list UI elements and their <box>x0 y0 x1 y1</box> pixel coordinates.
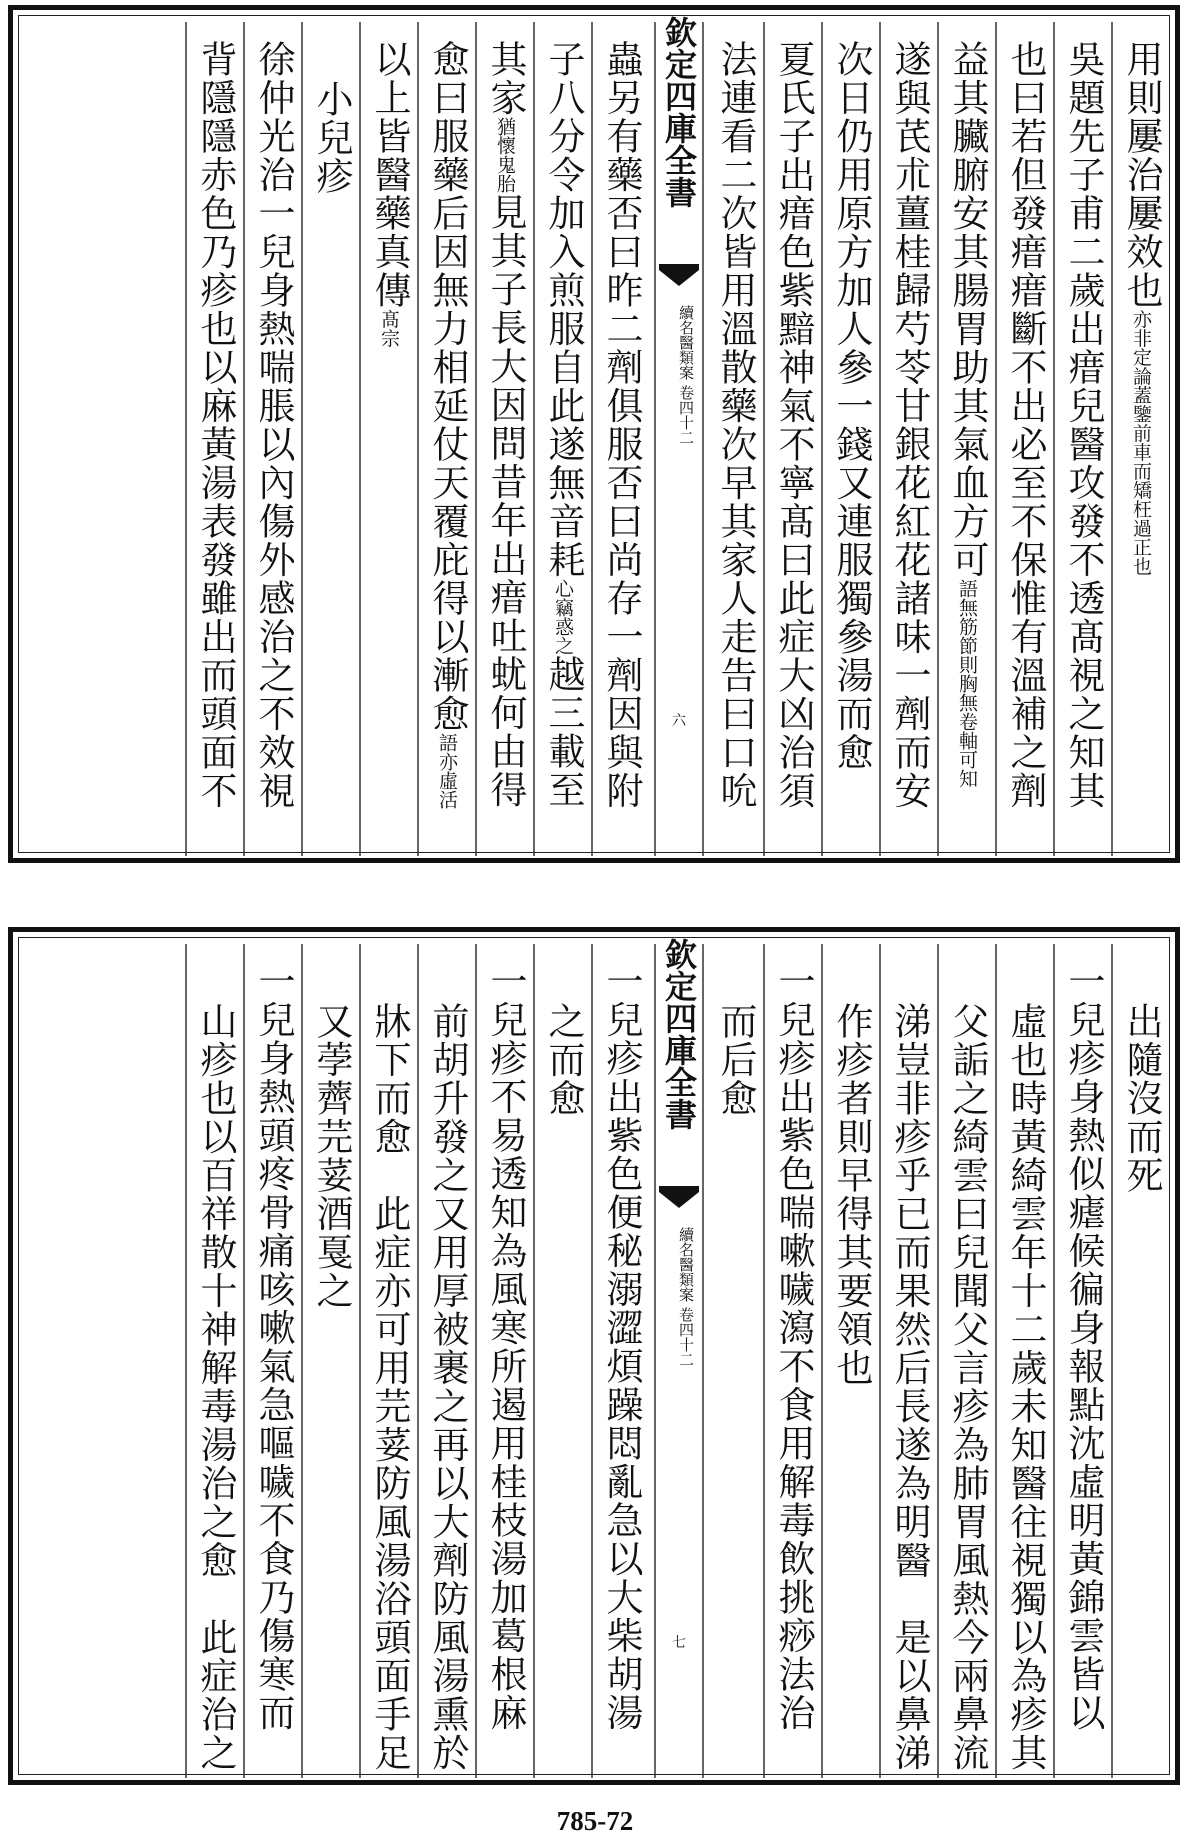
text-column <box>477 962 533 1762</box>
spine-volume: 續名醫類案 卷四十二 <box>677 1227 695 1367</box>
column-main-text: 一兒疹出紫色喘嗽噦瀉不食用解毒飲挑痧法治 <box>772 962 815 1732</box>
interlinear-note: 語亦虛活 <box>436 733 458 809</box>
text-column <box>707 962 763 1802</box>
column-main-text: 一兒疹身熱似瘧候徧身報點沈虛明黃錦雲皆以 <box>1062 962 1105 1732</box>
column-main-text: 之而愈 <box>542 1002 585 1118</box>
column-main-text: 一兒身熱頭疼骨痛咳嗽氣急嘔噦不食乃傷寒而 <box>252 962 295 1732</box>
spine-label <box>657 10 701 858</box>
text-column <box>881 962 937 1802</box>
column-main-text: 子八分令加入煎服自此遂無音耗 <box>542 40 585 579</box>
column-main-text: 法連看二次皆用溫散藥次早其家人走告曰口吮 <box>714 40 757 810</box>
interlinear-note: 髙宗 <box>378 309 400 348</box>
column-main-text: 益其臟腑安其腸胃助其氣血方可 <box>946 40 989 579</box>
text-column <box>593 962 649 1762</box>
text-column <box>361 962 417 1802</box>
interlinear-note: 猶懷鬼胎 <box>494 117 516 193</box>
column-main-text: 涕豈非疹乎已而果然后長遂為明醫 是以鼻涕 <box>888 1002 931 1772</box>
text-column <box>303 40 359 880</box>
column-main-text: 用則屢治屢效也 <box>1120 40 1163 310</box>
column-main-text: 出隨沒而死 <box>1120 1002 1163 1195</box>
text-column <box>765 962 821 1762</box>
column-main-text: 一兒疹不易透知為風寒所遏用桂枝湯加葛根麻 <box>484 962 527 1732</box>
column-main-text: 小兒疹 <box>310 80 353 196</box>
column-main-text: 其家 <box>484 40 527 117</box>
spine-label <box>657 932 701 1780</box>
spine-title: 欽定四庫全書 <box>660 16 698 208</box>
column-main-text: 又荸薺芫荽酒戛之 <box>310 1002 353 1310</box>
text-column <box>535 962 591 1802</box>
column-continuation-text: 越三載至 <box>542 655 585 809</box>
fish-tail-ornament-icon <box>659 260 699 288</box>
text-column <box>419 40 475 840</box>
spine-leaf-number: 七 <box>672 1635 686 1651</box>
spine-volume: 續名醫類案 卷四十二 <box>677 305 695 445</box>
text-column <box>419 962 475 1802</box>
text-column <box>1055 40 1111 840</box>
column-main-text: 徐仲光治一兒身熱喘脹以內傷外感治之不效視 <box>252 40 295 810</box>
column-main-text: 愈曰服藥后因無力相延仗天覆庇得以漸愈 <box>426 40 469 733</box>
column-main-text: 次日仍用原方加人參一錢又連服獨參湯而愈 <box>830 40 873 772</box>
column-main-text: 以上皆醫藥真傳 <box>368 40 411 310</box>
text-column <box>187 962 243 1802</box>
column-main-text: 虛也時黃綺雲年十二歲未知醫往視獨以為疹其 <box>1004 1002 1047 1772</box>
text-column <box>361 40 417 840</box>
spine-leaf-number: 六 <box>672 713 686 729</box>
page-bottom <box>8 927 1180 1785</box>
text-column <box>1113 962 1169 1802</box>
text-column <box>303 962 359 1802</box>
fish-tail-ornament-icon <box>659 1182 699 1210</box>
interlinear-note: 心竊惑之 <box>552 579 574 655</box>
column-main-text: 背隱隱赤色乃疹也以麻黃湯表發雖出而頭面不 <box>194 40 237 810</box>
interlinear-note: 語無筋節則胸無卷軸可知 <box>956 579 978 788</box>
column-main-text: 遂與芪朮薑桂歸芍苓甘銀花紅花諸味一劑而安 <box>888 40 931 810</box>
text-column <box>535 40 591 840</box>
text-column <box>939 40 995 840</box>
spine-title: 欽定四庫全書 <box>660 938 698 1130</box>
column-main-text: 而后愈 <box>714 1002 757 1118</box>
page-number: 785-72 <box>556 1806 634 1836</box>
column-main-text: 前胡升發之又用厚被裹之再以大劑防風湯熏於 <box>426 1002 469 1772</box>
text-column <box>997 962 1053 1802</box>
page-top <box>8 5 1180 863</box>
column-main-text: 蟲另有藥否曰昨二劑俱服否曰尚存一劑因與附 <box>600 40 643 810</box>
column-main-text: 吳題先子甫二歲出瘄兒醫攻發不透髙視之知其 <box>1062 40 1105 810</box>
text-column <box>881 40 937 840</box>
text-column <box>997 40 1053 840</box>
text-column <box>187 40 243 840</box>
column-main-text: 作疹者則早得其要領也 <box>830 1002 873 1387</box>
column-main-text: 山疹也以百祥散十神解毒湯治之愈 此症治之 <box>194 1002 237 1772</box>
text-column <box>477 40 533 840</box>
text-column <box>939 962 995 1802</box>
text-column <box>823 40 879 840</box>
column-main-text: 牀下而愈 此症亦可用芫荽防風湯浴頭面手足 <box>368 1002 411 1772</box>
text-column <box>1113 40 1169 840</box>
text-column <box>245 962 301 1762</box>
text-column <box>707 40 763 840</box>
text-column <box>593 40 649 840</box>
text-column <box>1055 962 1111 1762</box>
column-continuation-text: 見其子長大因問昔年出瘄吐蚘何由得 <box>484 193 527 809</box>
column-main-text: 夏氏子出瘄色紫黯神氣不寧髙曰此症大凶治須 <box>772 40 815 810</box>
column-main-text: 一兒疹出紫色便秘溺澀煩躁悶亂急以大柴胡湯 <box>600 962 643 1732</box>
text-column <box>823 962 879 1802</box>
text-column <box>765 40 821 840</box>
column-main-text: 父詬之綺雲曰兒聞父言疹為肺胃風熱今兩鼻流 <box>946 1002 989 1772</box>
interlinear-note: 亦非定論蓋鑒前車而矯枉過正也 <box>1130 309 1152 576</box>
text-column <box>245 40 301 840</box>
column-main-text: 也曰若但發瘄瘄斷不出必至不保惟有溫補之劑 <box>1004 40 1047 810</box>
